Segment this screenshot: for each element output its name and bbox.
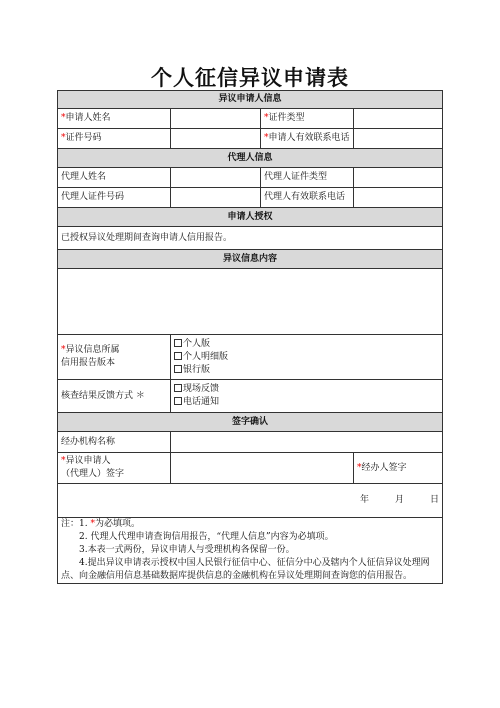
year-label: 年 (359, 495, 369, 505)
option-bank[interactable]: 银行版 (174, 364, 439, 377)
feedback-method-options (171, 380, 443, 413)
month-label: 月 (394, 495, 404, 505)
report-version-label: *异议信息所属 信用报告版本 (58, 335, 171, 380)
agent-id-type-label: 代理人证件类型 (261, 168, 354, 188)
agent-name-field[interactable] (171, 168, 261, 188)
section-content-header: 异议信息内容 (58, 250, 443, 269)
dispute-content-field[interactable] (58, 269, 443, 335)
agent-id-number-field[interactable] (171, 188, 261, 208)
checkbox-icon[interactable] (174, 365, 182, 373)
applicant-signature-label: *异议申请人 （代理人）签字 (58, 453, 171, 484)
notes-section (58, 518, 443, 584)
option-phone-notice[interactable]: 电话通知 (174, 396, 439, 409)
applicant-id-number-label: *证件号码 (58, 129, 171, 149)
section-signature-header: 签字确认 (58, 413, 443, 432)
agent-id-number-label: 代理人证件号码 (58, 188, 171, 208)
agent-phone-label: 代理人有效联系电话 (261, 188, 354, 208)
section-authorization-header: 申请人授权 (58, 208, 443, 227)
section-agent-header: 代理人信息 (58, 149, 443, 168)
applicant-phone-label: *申请人有效联系电话 (261, 129, 354, 149)
section-applicant-header: 异议申请人信息 (58, 91, 443, 109)
option-onsite-feedback[interactable]: 现场反馈 (174, 383, 439, 396)
applicant-id-type-field[interactable] (354, 109, 443, 129)
checkbox-icon[interactable] (174, 339, 182, 347)
agent-name-label: 代理人姓名 (58, 168, 171, 188)
note-4: 4.提出异议申请表示授权中国人民银行征信中心、征信分中心及辖内个人征信异议处理网点、向金融信用信息基础数据库提供信息的金融机构在异议处理期间查询您的信用报告。 (61, 558, 430, 581)
handler-signature-label: *经办人签字 (354, 453, 443, 484)
applicant-name-label: *申请人姓名 (58, 109, 171, 129)
handling-org-field[interactable] (171, 432, 443, 453)
feedback-method-label: 核查结果反馈方式 ＊ (58, 380, 171, 413)
applicant-signature-field[interactable] (171, 453, 354, 484)
report-version-options (171, 335, 443, 380)
applicant-phone-field[interactable] (354, 129, 443, 149)
note-1: 注：1. *为必填项。 (61, 519, 140, 529)
day-label: 日 (430, 495, 440, 505)
handling-org-label: 经办机构名称 (58, 432, 171, 453)
page-title: 个人征信异议申请表 (151, 65, 349, 90)
option-personal[interactable]: 个人版 (174, 338, 439, 351)
agent-id-type-field[interactable] (354, 168, 443, 188)
applicant-id-type-label: *证件类型 (261, 109, 354, 129)
checkbox-icon[interactable] (174, 352, 182, 360)
application-form (57, 90, 443, 584)
option-personal-detailed[interactable]: 个人明细版 (174, 351, 439, 364)
agent-phone-field[interactable] (354, 188, 443, 208)
date-row (58, 484, 443, 518)
checkbox-icon[interactable] (174, 384, 182, 392)
applicant-name-field[interactable] (171, 109, 261, 129)
note-3: 3.本表一式两份，异议申请人与受理机构各保留一份。 (79, 545, 295, 555)
note-2: 2. 代理人代理申请查询信用报告，“代理人信息”内容为必填项。 (79, 532, 334, 542)
applicant-id-number-field[interactable] (171, 129, 261, 149)
authorization-text: 已授权异议处理期间查询申请人信用报告。 (58, 227, 443, 250)
checkbox-icon[interactable] (174, 397, 182, 405)
